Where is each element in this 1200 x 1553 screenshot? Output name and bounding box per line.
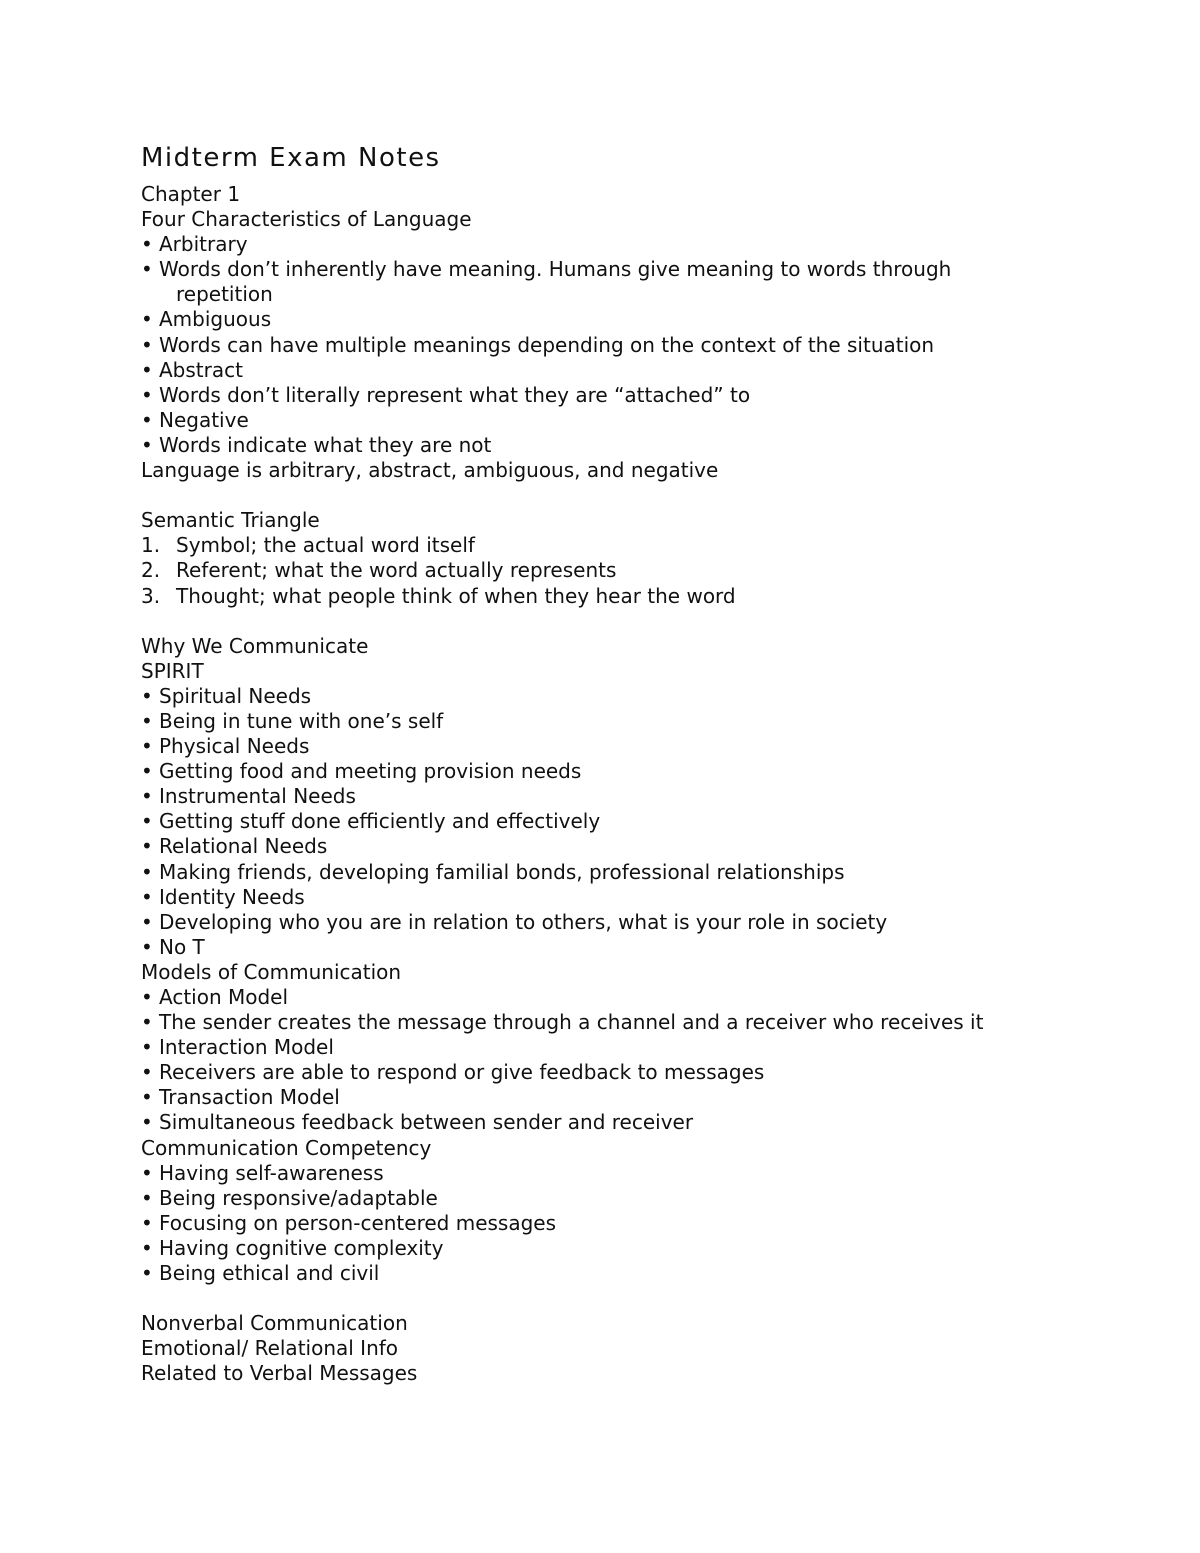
list-item-text: Instrumental Needs bbox=[159, 784, 356, 809]
bullet: • bbox=[141, 1085, 153, 1110]
bullet: • bbox=[141, 1010, 153, 1035]
list-item bbox=[141, 985, 1141, 1010]
bullet: • bbox=[141, 884, 153, 909]
bullet: • bbox=[141, 332, 153, 357]
list-item bbox=[141, 734, 1141, 759]
list-item-text: Identity Needs bbox=[159, 884, 305, 909]
bullet: • bbox=[141, 784, 153, 809]
list-item bbox=[141, 1161, 1141, 1186]
list-item-text: Abstract bbox=[159, 357, 243, 382]
list-item bbox=[141, 232, 1141, 257]
document-title: Midterm Exam Notes bbox=[141, 143, 441, 173]
bullet: • bbox=[141, 759, 153, 784]
item-text: Referent; what the word actually represents bbox=[176, 558, 617, 583]
item-text: Symbol; the actual word itself bbox=[176, 533, 475, 558]
spirit-label: SPIRIT bbox=[141, 658, 204, 683]
blank-line bbox=[141, 1286, 1141, 1311]
why-we-communicate-heading: Why We Communicate bbox=[141, 633, 369, 658]
list-item bbox=[141, 1110, 1141, 1135]
list-item-text: Interaction Model bbox=[159, 1035, 334, 1060]
item-text: Thought; what people think of when they hear the word bbox=[176, 583, 736, 608]
bullet: • bbox=[141, 357, 153, 382]
document-page bbox=[141, 140, 1141, 1387]
list-item-text: Words don’t inherently have meaning. Humans give meaning to words through bbox=[159, 257, 952, 282]
bullet: • bbox=[141, 708, 153, 733]
language-summary: Language is arbitrary, abstract, ambiguous, and negative bbox=[141, 458, 719, 483]
list-item-continuation: repetition bbox=[176, 282, 273, 307]
list-item bbox=[141, 1261, 1141, 1286]
list-item bbox=[141, 333, 1141, 358]
bullet: • bbox=[141, 1035, 153, 1060]
list-item-text: Negative bbox=[159, 407, 249, 432]
spirit-list bbox=[141, 684, 1141, 960]
list-item-text: Focusing on person-centered messages bbox=[159, 1210, 557, 1235]
list-item-text: Arbitrary bbox=[159, 232, 248, 257]
nonverbal-line: Related to Verbal Messages bbox=[141, 1361, 418, 1386]
list-item-text: Physical Needs bbox=[159, 734, 310, 759]
list-item bbox=[141, 860, 1141, 885]
bullet: • bbox=[141, 909, 153, 934]
list-item bbox=[141, 809, 1141, 834]
list-item bbox=[141, 383, 1141, 408]
list-item bbox=[141, 1035, 1141, 1060]
list-item-text: Words don’t literally represent what they are “attached” to bbox=[159, 382, 751, 407]
models-list bbox=[141, 985, 1141, 1136]
numbered-item bbox=[141, 558, 1141, 583]
list-item-text: Spiritual Needs bbox=[159, 683, 312, 708]
list-item bbox=[141, 684, 1141, 709]
list-item-text: Relational Needs bbox=[159, 834, 328, 859]
bullet: • bbox=[141, 1235, 153, 1260]
bullet: • bbox=[141, 432, 153, 457]
list-item-text: Simultaneous feedback between sender and receiver bbox=[159, 1110, 694, 1135]
models-heading: Models of Communication bbox=[141, 959, 402, 984]
nonverbal-heading: Nonverbal Communication bbox=[141, 1311, 408, 1336]
list-item-text: Being responsive/adaptable bbox=[159, 1185, 438, 1210]
list-item-text: The sender creates the message through a channel and a receiver who receives it bbox=[159, 1010, 984, 1035]
list-item-text: Being in tune with one’s self bbox=[159, 708, 444, 733]
item-number: 3. bbox=[141, 583, 161, 608]
list-item-text: Action Model bbox=[159, 985, 289, 1009]
bullet: • bbox=[141, 1110, 153, 1135]
numbered-item bbox=[141, 533, 1141, 558]
list-item-text: Getting stuff done efficiently and effectively bbox=[159, 809, 601, 834]
numbered-item bbox=[141, 584, 1141, 609]
semantic-triangle-heading: Semantic Triangle bbox=[141, 508, 320, 533]
bullet: • bbox=[141, 307, 153, 332]
list-item-text: Having self-awareness bbox=[159, 1160, 384, 1185]
list-item-text: Being ethical and civil bbox=[159, 1261, 380, 1286]
competency-list bbox=[141, 1161, 1141, 1286]
bullet: • bbox=[141, 683, 153, 708]
list-item-text: No T bbox=[159, 934, 205, 959]
bullet: • bbox=[141, 232, 153, 257]
bullet: • bbox=[141, 382, 153, 407]
bullet: • bbox=[141, 257, 153, 282]
list-item bbox=[141, 834, 1141, 859]
bullet: • bbox=[141, 934, 153, 959]
item-number: 1. bbox=[141, 533, 161, 558]
chapter-label: Chapter 1 bbox=[141, 182, 241, 206]
list-item bbox=[141, 1010, 1141, 1035]
competency-heading: Communication Competency bbox=[141, 1135, 432, 1160]
bullet: • bbox=[141, 859, 153, 884]
list-item bbox=[141, 433, 1141, 458]
list-item bbox=[141, 257, 1141, 282]
list-item bbox=[141, 358, 1141, 383]
bullet: • bbox=[141, 1210, 153, 1235]
bullet: • bbox=[141, 1160, 153, 1185]
list-item-text: Transaction Model bbox=[159, 1085, 340, 1110]
list-item bbox=[141, 1060, 1141, 1085]
list-item bbox=[141, 784, 1141, 809]
list-item bbox=[141, 935, 1141, 960]
bullet: • bbox=[141, 407, 153, 432]
blank-line bbox=[141, 483, 1141, 508]
blank-line bbox=[141, 609, 1141, 634]
list-item bbox=[141, 1236, 1141, 1261]
bullet: • bbox=[141, 1261, 153, 1286]
nonverbal-line: Emotional/ Relational Info bbox=[141, 1336, 399, 1361]
list-item-text: Words can have multiple meanings depending on the context of the situation bbox=[159, 332, 935, 357]
bullet: • bbox=[141, 1185, 153, 1210]
list-item bbox=[141, 709, 1141, 734]
list-item-text: Having cognitive complexity bbox=[159, 1235, 444, 1260]
list-item-text: Words indicate what they are not bbox=[159, 432, 492, 457]
bullet: • bbox=[141, 985, 153, 1009]
four-characteristics-heading: Four Characteristics of Language bbox=[141, 207, 472, 232]
list-item bbox=[141, 885, 1141, 910]
list-item bbox=[141, 1186, 1141, 1211]
list-item-text: Making friends, developing familial bonds, professional relationships bbox=[159, 859, 845, 884]
list-item bbox=[141, 307, 1141, 332]
list-item bbox=[141, 1085, 1141, 1110]
list-item-text: Developing who you are in relation to others, what is your role in society bbox=[159, 909, 888, 934]
bullet: • bbox=[141, 809, 153, 834]
item-number: 2. bbox=[141, 558, 161, 583]
list-item bbox=[141, 1211, 1141, 1236]
bullet: • bbox=[141, 1060, 153, 1085]
list-item-text: Receivers are able to respond or give feedback to messages bbox=[159, 1060, 765, 1085]
list-item bbox=[141, 408, 1141, 433]
list-item bbox=[141, 910, 1141, 935]
list-item bbox=[141, 759, 1141, 784]
list-item-text: Ambiguous bbox=[159, 307, 272, 332]
bullet: • bbox=[141, 834, 153, 859]
list-item-text: Getting food and meeting provision needs bbox=[159, 759, 582, 784]
bullet: • bbox=[141, 734, 153, 759]
